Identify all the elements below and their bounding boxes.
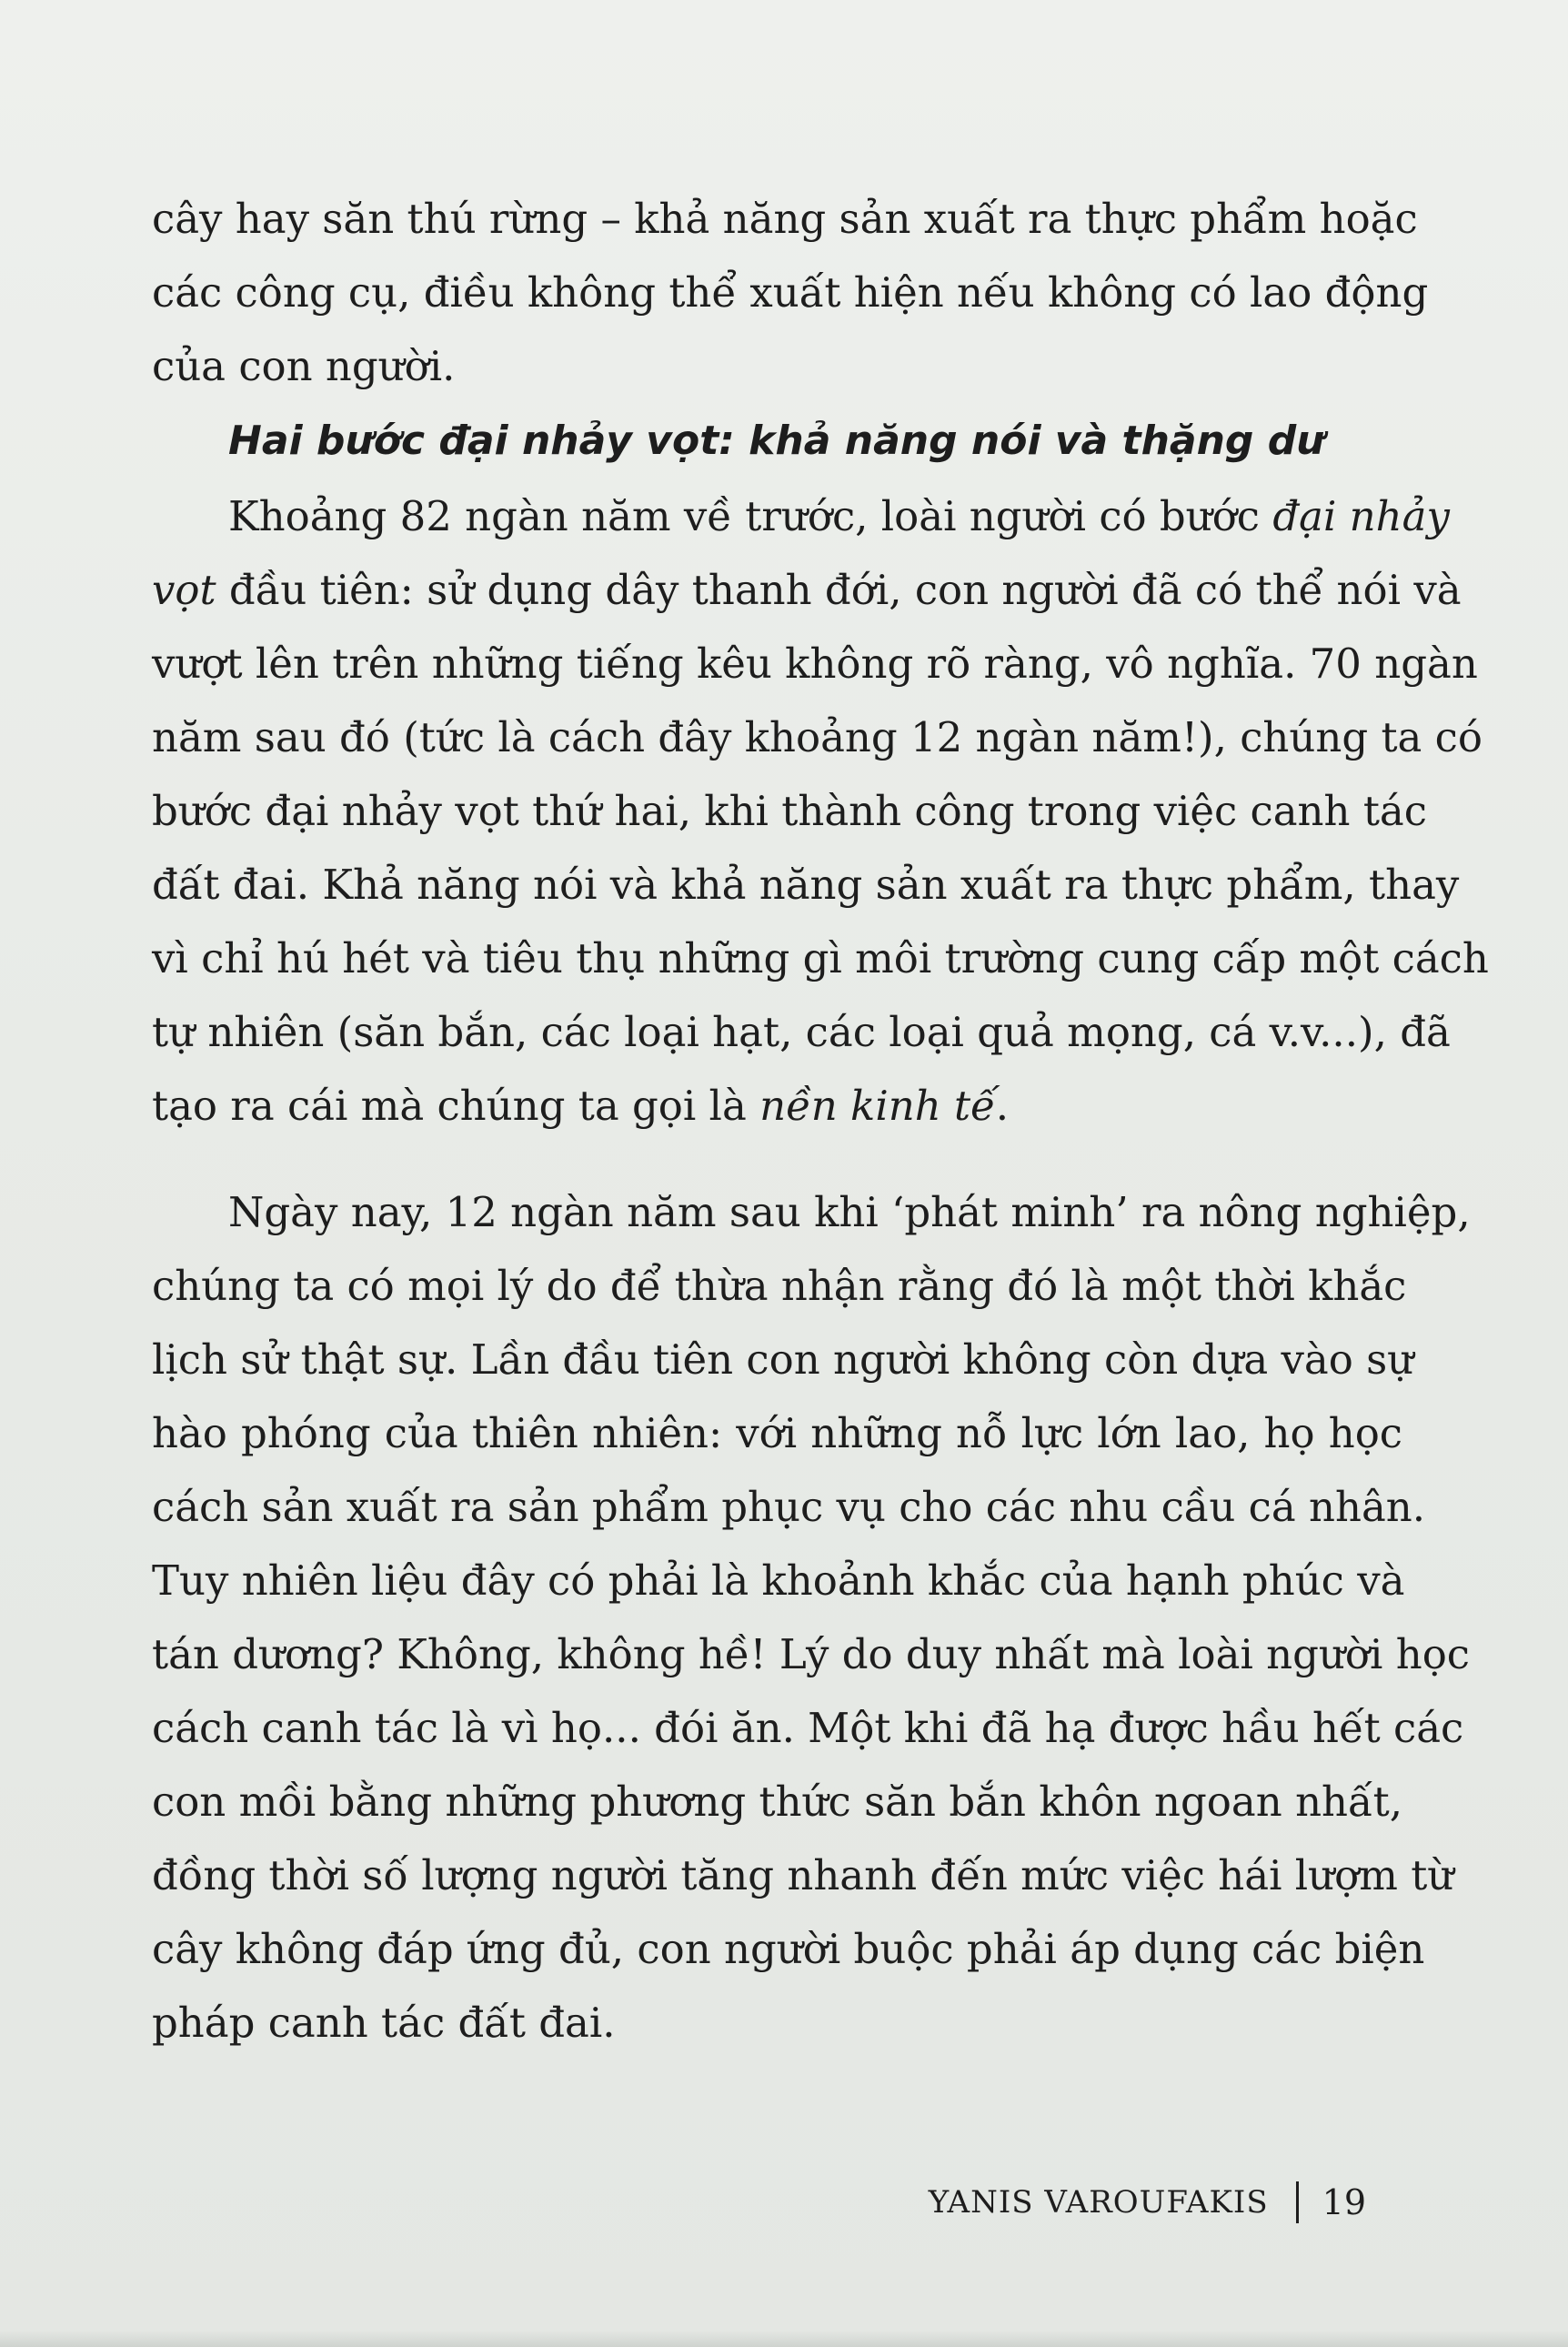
text-line: năm sau đó (tức là cách đây khoảng 12 ngàn năm!), chúng ta có xyxy=(152,713,1483,761)
running-footer xyxy=(929,2181,1366,2223)
text-line: chúng ta có mọi lý do để thừa nhận rằng đó là một thời khắc xyxy=(152,1262,1407,1310)
text-line: Tuy nhiên liệu đây có phải là khoảnh khắc của hạnh phúc và xyxy=(152,1556,1405,1605)
paragraph-2 xyxy=(152,1175,1471,2060)
page-number: 19 xyxy=(1322,2182,1366,2222)
text-run: Khoảng 82 ngàn năm về trước, loài người có bước xyxy=(228,492,1273,540)
text-line: tự nhiên (săn bắn, các loại hạt, các loại quả mọng, cá v.v...), đã xyxy=(152,1008,1451,1056)
paragraph-1 xyxy=(152,479,1489,1143)
section-heading: Hai bước đại nhảy vọt: khả năng nói và thặng dư xyxy=(228,418,1325,464)
body-text xyxy=(152,182,1489,2060)
text-line xyxy=(152,479,1450,553)
paragraph-continuation xyxy=(152,182,1429,403)
text-line: Ngày nay, 12 ngàn năm sau khi ‘phát minh’ ra nông nghiệp, xyxy=(228,1188,1471,1236)
text-line: hào phóng của thiên nhiên: với những nỗ lực lớn lao, họ học xyxy=(152,1409,1402,1457)
text-run: tạo ra cái mà chúng ta gọi là xyxy=(152,1082,760,1130)
text-line: cách canh tác là vì họ... đói ăn. Một khi đã hạ được hầu hết các xyxy=(152,1704,1464,1752)
footer-divider xyxy=(1296,2181,1299,2223)
text-line: pháp canh tác đất đai. xyxy=(152,1999,616,2047)
text-line: lịch sử thật sự. Lần đầu tiên con người không còn dựa vào sự xyxy=(152,1335,1414,1384)
text-line xyxy=(152,1069,1402,1143)
footer-author: YANIS VAROUFAKIS xyxy=(928,2184,1269,2221)
text-line: cây hay săn thú rừng – khả năng sản xuất ra thực phẩm hoặc xyxy=(152,195,1418,243)
text-line: của con người. xyxy=(152,342,456,390)
text-line: các công cụ, điều không thể xuất hiện nếu không có lao động xyxy=(152,268,1429,317)
italic-run: vọt xyxy=(152,566,216,614)
text-line: vì chỉ hú hét và tiêu thụ những gì môi trường cung cấp một cách xyxy=(152,934,1489,982)
text-line: đất đai. Khả năng nói và khả năng sản xuất ra thực phẩm, thay xyxy=(152,861,1460,909)
text-line: cách sản xuất ra sản phẩm phục vụ cho các nhu cầu cá nhân. xyxy=(152,1483,1426,1531)
page-bottom-edge xyxy=(0,2331,1568,2347)
text-line: con mồi bằng những phương thức săn bắn khôn ngoan nhất, xyxy=(152,1778,1402,1826)
text-line: vượt lên trên những tiếng kêu không rõ ràng, vô nghĩa. 70 ngàn xyxy=(152,640,1478,688)
text-run: đầu tiên: sử dụng dây thanh đới, con người đã có thể nói và xyxy=(216,566,1462,614)
italic-run: nền kinh tế xyxy=(759,1082,996,1130)
italic-run: đại nhảy xyxy=(1272,492,1450,540)
paragraph-gap xyxy=(152,1143,1402,1175)
text-line: đồng thời số lượng người tăng nhanh đến mức việc hái lượm từ xyxy=(152,1851,1454,1899)
text-line: bước đại nhảy vọt thứ hai, khi thành công trong việc canh tác xyxy=(152,787,1427,835)
text-line: tán dương? Không, không hề! Lý do duy nhất mà loài người học xyxy=(152,1630,1470,1678)
text-line: cây không đáp ứng đủ, con người buộc phải áp dụng các biện xyxy=(152,1925,1425,1973)
text-run: . xyxy=(995,1082,1010,1130)
text-line xyxy=(152,553,1462,627)
